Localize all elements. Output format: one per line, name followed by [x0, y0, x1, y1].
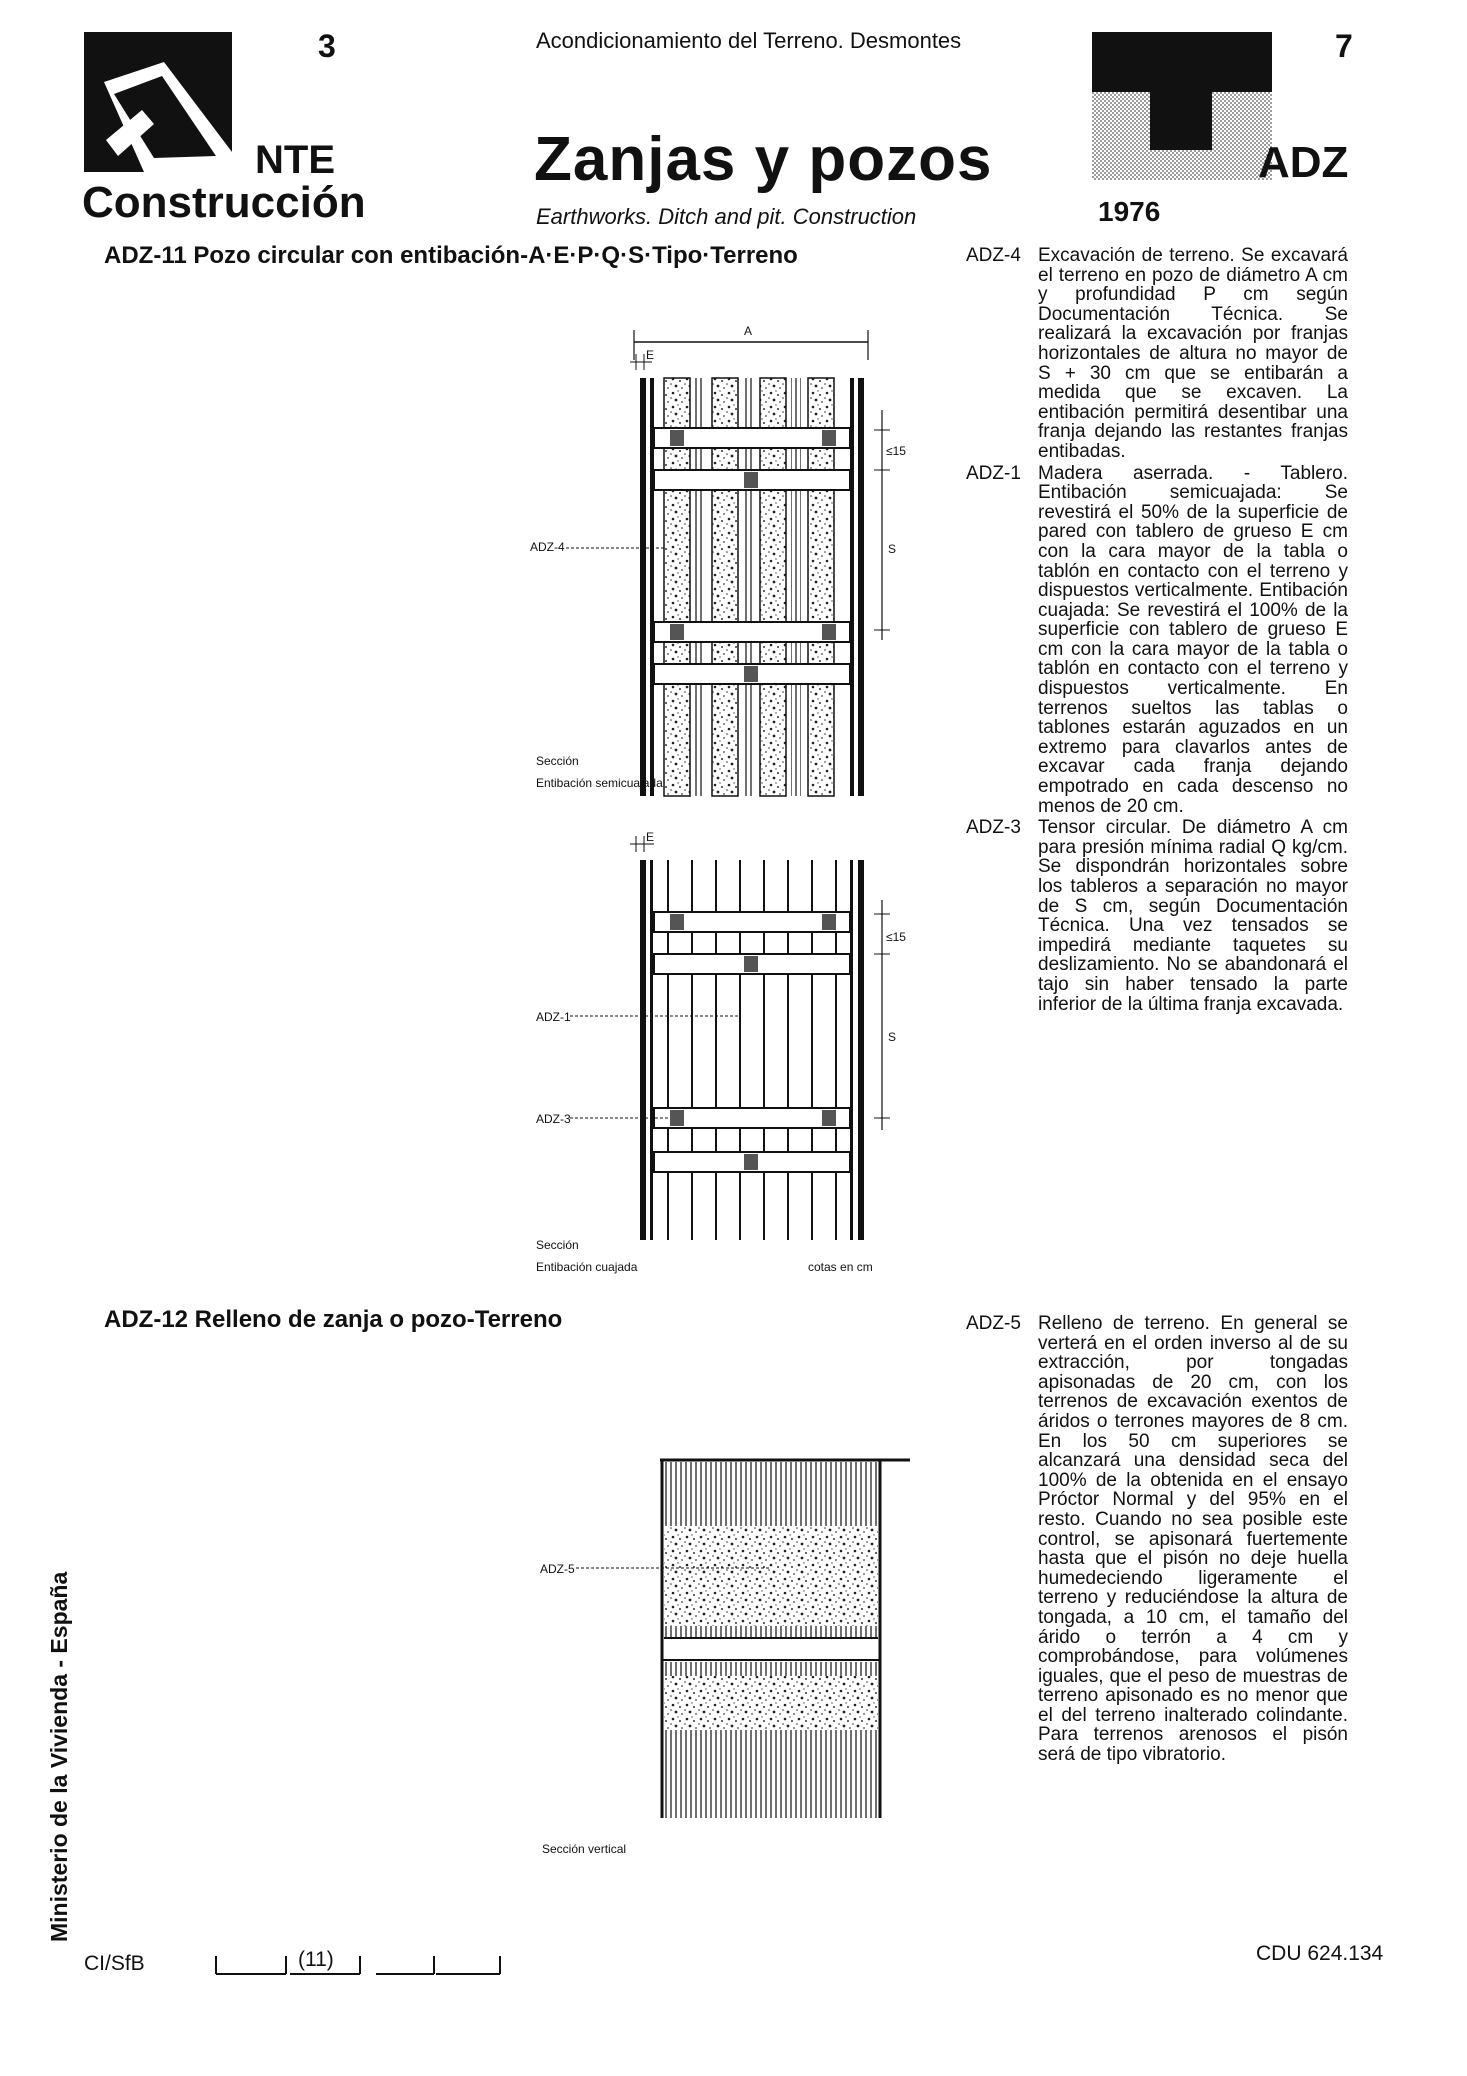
spec-code: ADZ-3: [966, 817, 1021, 839]
caption-cuajada: Entibación cuajada: [536, 1260, 638, 1274]
year-label: 1976: [1098, 196, 1161, 227]
units-note: cotas en cm: [808, 1260, 873, 1274]
spec-adz4: [966, 246, 1348, 462]
ref-adz5: ADZ-5: [540, 1562, 575, 1576]
ref-adz4: ADZ-4: [530, 540, 565, 554]
ref-adz1: ADZ-1: [536, 1010, 571, 1024]
nte-logo: [84, 32, 232, 172]
spec-code: ADZ-5: [966, 1313, 1021, 1334]
spec-block-bottom: [966, 1314, 1348, 1765]
category-label: Acondicionamiento del Terreno. Desmontes: [536, 28, 962, 53]
page-number-left: 3: [318, 28, 336, 64]
section-title-adz11: ADZ-11 Pozo circular con entibación-A·E·P·Q·S·Tipo·Terreno: [104, 242, 798, 269]
dim-label-15-2: ≤15: [886, 930, 906, 944]
spec-block-top: [966, 246, 1348, 1014]
ref-adz3: ADZ-3: [536, 1112, 571, 1126]
spec-text: Tensor circular. De diámetro A cm para presión mínima radial Q kg/cm. Se dispondrán horizontales sobre los tableros a separación no mayor de S cm, según Documentación Técnica. Una vez tensados se impedirá mediante taquetes su deslizamiento. No se abandonará el tajo sin haber tensado la parte inferior de la última franja excavada.: [1038, 817, 1348, 1015]
page-number-right: 7: [1335, 28, 1353, 64]
spec-adz5: [966, 1314, 1348, 1765]
spec-text: Excavación de terreno. Se excavará el terreno en pozo de diámetro A cm y profundidad P cm según Documentación Técnica. Se realizará la excavación por franjas horizontales de altura no mayor de S + 30 cm que se entibarán a medida que se excaven. La entibación permitirá desentibar una franja dejando las restantes franjas entibadas.: [1038, 245, 1348, 462]
diagram-semicuajada: [530, 320, 930, 800]
spec-text: Relleno de terreno. En general se verterá en el orden inverso al de su extracción, por tongadas apisonadas de 20 cm, con los terrenos de excavación exentos de áridos o terrones mayores de 8 cm. En los 50 cm superiores se alcanzará una densidad seca del 100% de la obtenida en el ensayo Próctor Normal y del 95% en el resto. Cuando no sea posible este control, se apisonará fuertemente hasta que el pisón no deje huella humedeciendo ligeramente el terreno y reduciéndose la altura de tongada, a 10 cm, el tamaño del árido o terrón a 4 cm y comprobándose, para volúmenes iguales, que el peso de muestras de terreno apisonado es no menor que el del terreno inalterado colindante. Para terrenos arenosos el pisón será de tipo vibratorio.: [1038, 1313, 1348, 1766]
spec-code: ADZ-1: [966, 462, 1021, 484]
dim-label-a: A: [744, 324, 753, 338]
caption-vertical: Sección vertical: [542, 1842, 627, 1856]
page-subtitle: Earthworks. Ditch and pit. Construction: [536, 204, 917, 229]
t-block-icon: [1092, 32, 1272, 180]
caption-section-1: Sección: [536, 754, 579, 768]
diagram-cuajada: [530, 830, 930, 1250]
caption-semicuajada: Entibación semicuajada: [536, 776, 663, 790]
spec-code: ADZ-4: [966, 245, 1021, 266]
section-title-adz12: ADZ-12 Relleno de zanja o pozo-Terreno: [104, 1306, 563, 1333]
trowel-icon: [84, 32, 232, 172]
cdu-label: CDU 624.134: [1256, 1942, 1384, 1965]
cisfb-scale: [214, 1950, 504, 1976]
dim-label-e-2: E: [646, 830, 655, 844]
ministry-label: Ministerio de la Vivienda - España: [46, 1571, 72, 1942]
code-label: ADZ: [1258, 138, 1349, 187]
dim-label-15: ≤15: [886, 444, 906, 458]
spec-adz1: [966, 464, 1348, 817]
caption-section-2: Sección: [536, 1238, 579, 1252]
page-title: Zanjas y pozos: [534, 125, 993, 194]
diagram-relleno: [530, 1450, 930, 1830]
spec-adz3: [966, 818, 1348, 1014]
scale-code: (11): [298, 1948, 334, 1971]
logo-nte-text: NTE: [255, 138, 335, 182]
dim-label-e: E: [646, 348, 655, 362]
dim-label-s: S: [888, 542, 897, 556]
adz-logo-block: [1092, 32, 1272, 180]
spec-text: Madera aserrada. - Tablero. Entibación semicuajada: Se revestirá el 50% de la superficie de pared con tablero de grueso E cm con la cara mayor de la tabla o tablón en contacto con el terreno y dispuestos verticalmente. Entibación cuajada: Se revestirá el 100% de la superficie con tablero de grueso E cm con la cara mayor de la tabla o tablón en contacto con el terreno y dispuestos verticalmente. En terrenos sueltos las tablas o tablones estarán aguzados en un extremo para clavarlos antes de excavar cada franja dejando empotrado en cada descenso no menos de 20 cm.: [1038, 462, 1348, 817]
cisfb-label: CI/SfB: [84, 1952, 145, 1975]
logo-construccion-text: Construcción: [82, 178, 366, 227]
dim-label-s-2: S: [888, 1030, 897, 1044]
